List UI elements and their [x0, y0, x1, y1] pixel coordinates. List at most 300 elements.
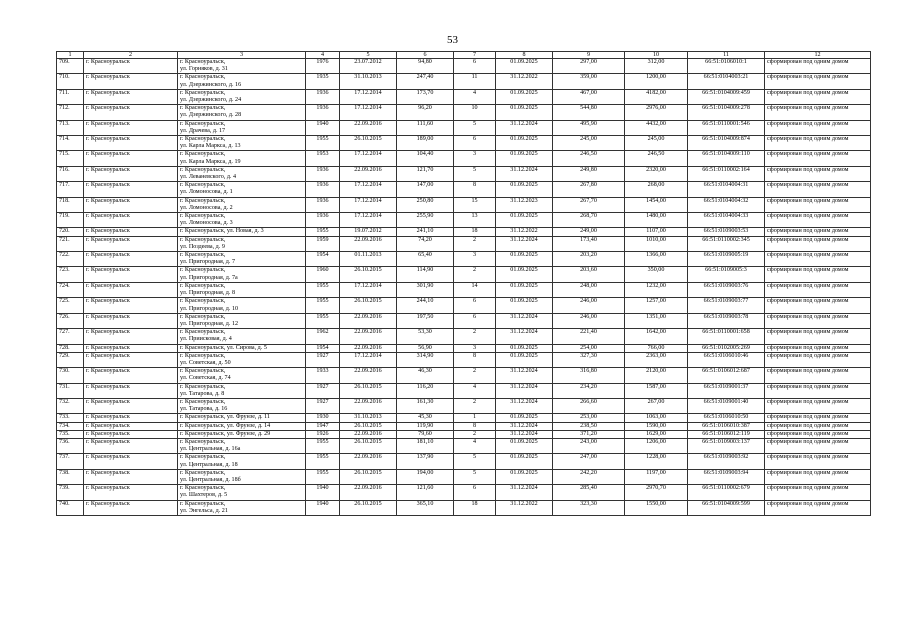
table-cell: 249,80: [553, 166, 625, 181]
table-cell: сформирован под одним домом: [765, 298, 871, 313]
table-cell: 26.10.2015: [340, 469, 397, 484]
table-cell: 285,40: [553, 485, 625, 500]
table-cell: 66:51:0110002:164: [688, 166, 765, 181]
table-cell: 66:51:0109001:40: [688, 398, 765, 413]
table-cell: 1351,00: [625, 313, 688, 328]
table-cell: 66:51:0102005:269: [688, 344, 765, 352]
table-cell: сформирован под одним домом: [765, 398, 871, 413]
table-cell: 8: [454, 352, 496, 367]
table-cell: 66:51:0106012:119: [688, 430, 765, 438]
table-cell: 1590,00: [625, 422, 688, 430]
table-cell: 246,00: [553, 298, 625, 313]
table-cell: 1927: [306, 398, 340, 413]
table-cell: г. Красноуральск, ул. Новая, д. 3: [178, 228, 306, 236]
table-cell: 173,70: [397, 89, 454, 104]
table-cell: 31.12.2024: [496, 368, 553, 383]
table-row: [57, 298, 871, 313]
table-cell: 1366,00: [625, 252, 688, 267]
table-cell: 26.10.2015: [340, 383, 397, 398]
table-row: [57, 59, 871, 74]
column-number: 4: [306, 52, 340, 59]
table-cell: 66:51:0104009:874: [688, 136, 765, 151]
table-cell: 01.09.2025: [496, 59, 553, 74]
table-cell: г. Красноуральск: [84, 59, 178, 74]
table-cell: 2: [454, 267, 496, 282]
table-cell: 197,50: [397, 313, 454, 328]
table-cell: 268,00: [625, 182, 688, 197]
table-cell: 1947: [306, 422, 340, 430]
table-cell: 246,00: [553, 313, 625, 328]
table-cell: г. Красноуральск, ул. Советская, д. 74: [178, 368, 306, 383]
table-cell: 189,00: [397, 136, 454, 151]
table-cell: 301,90: [397, 282, 454, 297]
table-cell: г. Красноуральск: [84, 236, 178, 251]
table-cell: сформирован под одним домом: [765, 74, 871, 89]
table-cell: 297,00: [553, 59, 625, 74]
table-row: [57, 438, 871, 453]
table-cell: 31.12.2022: [496, 74, 553, 89]
table-cell: 66:51:0109003:78: [688, 313, 765, 328]
table-cell: 722.: [57, 252, 84, 267]
table-cell: г. Красноуральск, ул. Ломоносова, д. 3: [178, 213, 306, 228]
table-cell: сформирован под одним домом: [765, 89, 871, 104]
table-cell: сформирован под одним домом: [765, 197, 871, 212]
table-cell: 8: [454, 182, 496, 197]
table-cell: 17.12.2014: [340, 213, 397, 228]
table-cell: г. Красноуральск: [84, 469, 178, 484]
table-cell: 4: [454, 89, 496, 104]
table-cell: сформирован под одним домом: [765, 368, 871, 383]
table-cell: г. Красноуральск: [84, 430, 178, 438]
table-cell: 495,90: [553, 120, 625, 135]
table-cell: 5: [454, 454, 496, 469]
table-cell: 1197,00: [625, 469, 688, 484]
table-cell: 203,60: [553, 267, 625, 282]
table-row: [57, 352, 871, 367]
table-cell: 94,80: [397, 59, 454, 74]
table-cell: 01.09.2025: [496, 89, 553, 104]
table-cell: г. Красноуральск: [84, 166, 178, 181]
table-cell: сформирован под одним домом: [765, 352, 871, 367]
table-cell: 17.12.2014: [340, 151, 397, 166]
table-cell: 22.09.2016: [340, 368, 397, 383]
table-cell: 01.09.2025: [496, 454, 553, 469]
table-cell: 22.09.2016: [340, 344, 397, 352]
table-cell: 234,20: [553, 383, 625, 398]
table-cell: 22.09.2016: [340, 120, 397, 135]
table-cell: 01.09.2025: [496, 298, 553, 313]
table-cell: 01.09.2025: [496, 267, 553, 282]
table-cell: 114,90: [397, 267, 454, 282]
housing-register-table: [56, 51, 871, 516]
table-cell: 66:51:0104004:33: [688, 213, 765, 228]
table-cell: 733.: [57, 414, 84, 422]
table-cell: 3: [454, 252, 496, 267]
table-cell: 2363,00: [625, 352, 688, 367]
table-cell: 01.09.2025: [496, 282, 553, 297]
table-cell: 1063,00: [625, 414, 688, 422]
table-cell: г. Красноуральск, ул. Фрунзе, д. 14: [178, 422, 306, 430]
table-cell: 65,40: [397, 252, 454, 267]
table-cell: 119,90: [397, 422, 454, 430]
table-cell: 312,00: [625, 59, 688, 74]
table-cell: 1936: [306, 182, 340, 197]
table-cell: 66:51:0109003:92: [688, 454, 765, 469]
table-cell: 2120,00: [625, 368, 688, 383]
table-cell: г. Красноуральск, ул. Ломоносова, д. 1: [178, 182, 306, 197]
table-cell: г. Красноуральск: [84, 74, 178, 89]
table-cell: 1955: [306, 469, 340, 484]
table-cell: 01.09.2025: [496, 469, 553, 484]
table-cell: 1936: [306, 213, 340, 228]
table-cell: 22.09.2016: [340, 485, 397, 500]
table-cell: г. Красноуральск, ул. Драчева, д. 17: [178, 120, 306, 135]
table-cell: 66:51:0109001:37: [688, 383, 765, 398]
table-cell: 247,00: [553, 454, 625, 469]
table-cell: 5: [454, 166, 496, 181]
table-cell: 2: [454, 368, 496, 383]
table-cell: 2976,00: [625, 105, 688, 120]
table-cell: 17.12.2014: [340, 182, 397, 197]
table-cell: г. Красноуральск, ул. Дзержинского, д. 16: [178, 74, 306, 89]
table-cell: 1962: [306, 329, 340, 344]
column-number: 9: [553, 52, 625, 59]
table-cell: сформирован под одним домом: [765, 282, 871, 297]
table-cell: 316,80: [553, 368, 625, 383]
table-cell: 716.: [57, 166, 84, 181]
table-cell: 1940: [306, 120, 340, 135]
table-cell: 17.12.2014: [340, 352, 397, 367]
table-cell: 11: [454, 74, 496, 89]
table-cell: 31.10.2013: [340, 74, 397, 89]
table-cell: 6: [454, 298, 496, 313]
table-cell: 66:51:0109003:137: [688, 438, 765, 453]
table-cell: г. Красноуральск, ул. Сирова, д. 5: [178, 344, 306, 352]
table-cell: 1955: [306, 313, 340, 328]
table-cell: 31.12.2024: [496, 430, 553, 438]
table-cell: 739.: [57, 485, 84, 500]
table-cell: 96,20: [397, 105, 454, 120]
table-cell: 173,40: [553, 236, 625, 251]
table-cell: 254,00: [553, 344, 625, 352]
table-row: [57, 469, 871, 484]
table-cell: 66:51:0104009:278: [688, 105, 765, 120]
table-cell: 1642,00: [625, 329, 688, 344]
table-cell: 6: [454, 136, 496, 151]
table-cell: 13: [454, 213, 496, 228]
table-cell: 245,00: [553, 136, 625, 151]
column-number: 1: [57, 52, 84, 59]
table-cell: сформирован под одним домом: [765, 120, 871, 135]
table-cell: 19.07.2012: [340, 228, 397, 236]
table-cell: г. Красноуральск: [84, 120, 178, 135]
table-cell: 350,00: [625, 267, 688, 282]
table-cell: 66:51:0106010:1: [688, 59, 765, 74]
table-cell: 66:51:0106010:46: [688, 352, 765, 367]
table-cell: 730.: [57, 368, 84, 383]
table-cell: сформирован под одним домом: [765, 485, 871, 500]
table-cell: 314,90: [397, 352, 454, 367]
table-cell: 104,40: [397, 151, 454, 166]
table-cell: 01.09.2025: [496, 438, 553, 453]
table-cell: 31.12.2023: [496, 197, 553, 212]
table-cell: 766,00: [625, 344, 688, 352]
table-cell: 723.: [57, 267, 84, 282]
table-cell: г. Красноуральск, ул. Поздеева, д. 9: [178, 236, 306, 251]
table-cell: 26.10.2015: [340, 136, 397, 151]
table-cell: 738.: [57, 469, 84, 484]
table-cell: 544,80: [553, 105, 625, 120]
table-cell: 709.: [57, 59, 84, 74]
table-cell: 1936: [306, 166, 340, 181]
table-cell: г. Красноуральск, ул. Татарова, д. 8: [178, 383, 306, 398]
table-cell: 2: [454, 236, 496, 251]
table-cell: 1959: [306, 236, 340, 251]
table-cell: 255,90: [397, 213, 454, 228]
table-row: [57, 282, 871, 297]
table-cell: 266,60: [553, 398, 625, 413]
table-cell: г. Красноуральск: [84, 267, 178, 282]
table-cell: г. Красноуральск, ул. Дзержинского, д. 28: [178, 105, 306, 120]
table-cell: г. Красноуральск, ул. Фрунзе, д. 29: [178, 430, 306, 438]
table-cell: 31.12.2024: [496, 383, 553, 398]
table-cell: 1629,00: [625, 430, 688, 438]
table-cell: 31.12.2022: [496, 228, 553, 236]
table-cell: 1010,00: [625, 236, 688, 251]
table-cell: г. Красноуральск, ул. Центральная, д. 16а: [178, 438, 306, 453]
table-cell: 181,10: [397, 438, 454, 453]
table-cell: 1954: [306, 344, 340, 352]
table-row: [57, 236, 871, 251]
table-cell: 22.09.2016: [340, 398, 397, 413]
table-cell: г. Красноуральск, ул. Карла Маркса, д. 19: [178, 151, 306, 166]
table-cell: 01.09.2025: [496, 182, 553, 197]
table-cell: 2: [454, 430, 496, 438]
table-cell: 241,10: [397, 228, 454, 236]
table-row: [57, 267, 871, 282]
table-cell: г. Красноуральск, ул. Пригородная, д. 12: [178, 313, 306, 328]
table-cell: 22.09.2016: [340, 454, 397, 469]
column-number: 10: [625, 52, 688, 59]
table-cell: г. Красноуральск: [84, 182, 178, 197]
table-cell: 1206,00: [625, 438, 688, 453]
table-cell: 5: [454, 469, 496, 484]
table-row: [57, 368, 871, 383]
table-cell: 245,00: [625, 136, 688, 151]
table-cell: 111,60: [397, 120, 454, 135]
table-row: [57, 485, 871, 500]
table-cell: 717.: [57, 182, 84, 197]
table-cell: 66:51:0104009:459: [688, 89, 765, 104]
table-cell: г. Красноуральск, ул. Центральная, д. 18: [178, 454, 306, 469]
table-cell: г. Красноуральск, ул. Энгельса, д. 21: [178, 500, 306, 515]
table-cell: 194,00: [397, 469, 454, 484]
table-cell: г. Красноуральск: [84, 500, 178, 515]
table-cell: 66:51:0110001:658: [688, 329, 765, 344]
table-cell: сформирован под одним домом: [765, 151, 871, 166]
table-cell: 2320,00: [625, 166, 688, 181]
table-cell: 467,00: [553, 89, 625, 104]
table-row: [57, 136, 871, 151]
table-cell: 248,00: [553, 282, 625, 297]
table-cell: 1936: [306, 197, 340, 212]
table-cell: 46,30: [397, 368, 454, 383]
table-row: [57, 151, 871, 166]
table-row: [57, 329, 871, 344]
table-cell: 267,80: [553, 182, 625, 197]
table-cell: 22.09.2016: [340, 329, 397, 344]
table-cell: 14: [454, 282, 496, 297]
table-cell: сформирован под одним домом: [765, 469, 871, 484]
table-cell: 01.09.2025: [496, 151, 553, 166]
table-cell: 242,20: [553, 469, 625, 484]
table-cell: г. Красноуральск: [84, 151, 178, 166]
column-number: 3: [178, 52, 306, 59]
table-cell: 1940: [306, 485, 340, 500]
table-cell: 720.: [57, 228, 84, 236]
table-cell: 22.09.2016: [340, 430, 397, 438]
table-cell: 737.: [57, 454, 84, 469]
table-cell: сформирован под одним домом: [765, 236, 871, 251]
table-cell: 1: [454, 414, 496, 422]
table-cell: 714.: [57, 136, 84, 151]
table-row: [57, 454, 871, 469]
table-cell: 6: [454, 313, 496, 328]
table-cell: сформирован под одним домом: [765, 500, 871, 515]
table-cell: 267,70: [553, 197, 625, 212]
table-cell: 719.: [57, 213, 84, 228]
table-cell: 365,10: [397, 500, 454, 515]
column-number: 2: [84, 52, 178, 59]
table-row: [57, 430, 871, 438]
table-cell: г. Красноуральск: [84, 414, 178, 422]
table-cell: 31.12.2024: [496, 236, 553, 251]
table-cell: 710.: [57, 74, 84, 89]
table-cell: 728.: [57, 344, 84, 352]
table-cell: 66:51:0110002:679: [688, 485, 765, 500]
table-cell: 66:51:0109005:3: [688, 267, 765, 282]
table-row: [57, 120, 871, 135]
table-cell: 6: [454, 485, 496, 500]
table-cell: 715.: [57, 151, 84, 166]
table-cell: 734.: [57, 422, 84, 430]
table-cell: 31.12.2024: [496, 166, 553, 181]
table-cell: 45,30: [397, 414, 454, 422]
table-cell: 66:51:0106012:687: [688, 368, 765, 383]
table-cell: 121,70: [397, 166, 454, 181]
table-cell: 243,00: [553, 438, 625, 453]
table-row: [57, 500, 871, 515]
table-cell: 66:51:0109003:76: [688, 282, 765, 297]
table-cell: 66:51:0109003:53: [688, 228, 765, 236]
table-cell: 18: [454, 500, 496, 515]
table-cell: сформирован под одним домом: [765, 383, 871, 398]
table-cell: г. Красноуральск: [84, 282, 178, 297]
table-cell: 53,30: [397, 329, 454, 344]
table-cell: 1587,00: [625, 383, 688, 398]
table-cell: г. Красноуральск, ул. Пригородная, д. 7а: [178, 267, 306, 282]
table-cell: 221,40: [553, 329, 625, 344]
table-cell: г. Красноуральск, ул. Татарова, д. 16: [178, 398, 306, 413]
table-row: [57, 344, 871, 352]
table-cell: г. Красноуральск: [84, 352, 178, 367]
table-cell: 31.10.2013: [340, 414, 397, 422]
table-cell: 1933: [306, 368, 340, 383]
table-cell: 66:51:0104009:110: [688, 151, 765, 166]
table-cell: сформирован под одним домом: [765, 329, 871, 344]
table-cell: 246,50: [553, 151, 625, 166]
table-cell: 66:51:0106010:387: [688, 422, 765, 430]
table-cell: 740.: [57, 500, 84, 515]
table-row: [57, 105, 871, 120]
table-cell: г. Красноуральск: [84, 383, 178, 398]
table-cell: г. Красноуральск: [84, 298, 178, 313]
table-cell: 161,30: [397, 398, 454, 413]
table-cell: 01.09.2025: [496, 352, 553, 367]
table-row: [57, 228, 871, 236]
table-cell: г. Красноуральск, ул. Пригородная, д. 7: [178, 252, 306, 267]
table-cell: 2: [454, 329, 496, 344]
table-cell: 1936: [306, 105, 340, 120]
table-cell: 1200,00: [625, 74, 688, 89]
table-cell: 1954: [306, 252, 340, 267]
table-cell: 4432,00: [625, 120, 688, 135]
table-cell: г. Красноуральск, ул. Леваневского, д. 4: [178, 166, 306, 181]
table-cell: 1232,00: [625, 282, 688, 297]
table-cell: 66:51:0104004:32: [688, 197, 765, 212]
table-cell: 1927: [306, 352, 340, 367]
table-cell: г. Красноуральск, ул. Фрунзе, д. 11: [178, 414, 306, 422]
table-cell: 8: [454, 422, 496, 430]
table-cell: 246,50: [625, 151, 688, 166]
table-cell: г. Красноуральск: [84, 213, 178, 228]
table-cell: г. Красноуральск, ул. Советская, д. 50: [178, 352, 306, 367]
column-number: 12: [765, 52, 871, 59]
table-cell: 1480,00: [625, 213, 688, 228]
table-cell: 731.: [57, 383, 84, 398]
table-cell: г. Красноуральск: [84, 136, 178, 151]
table-cell: 01.09.2025: [496, 344, 553, 352]
column-number: 6: [397, 52, 454, 59]
table-cell: г. Красноуральск, ул. Карла Маркса, д. 13: [178, 136, 306, 151]
table-cell: 4: [454, 438, 496, 453]
table-cell: сформирован под одним домом: [765, 166, 871, 181]
table-cell: 01.09.2025: [496, 252, 553, 267]
table-row: [57, 197, 871, 212]
table-cell: 15: [454, 197, 496, 212]
table-cell: сформирован под одним домом: [765, 414, 871, 422]
table-cell: 238,50: [553, 422, 625, 430]
table-cell: 22.09.2016: [340, 313, 397, 328]
table-row: [57, 252, 871, 267]
table-cell: 01.11.2013: [340, 252, 397, 267]
table-cell: г. Красноуральск: [84, 197, 178, 212]
table-row: [57, 414, 871, 422]
table-row: [57, 89, 871, 104]
table-cell: 718.: [57, 197, 84, 212]
column-number: 5: [340, 52, 397, 59]
table-cell: г. Красноуральск: [84, 228, 178, 236]
table-row: [57, 74, 871, 89]
table-cell: 66:51:0109005:19: [688, 252, 765, 267]
table-cell: 17.12.2014: [340, 105, 397, 120]
table-cell: 22.09.2016: [340, 166, 397, 181]
table-cell: 31.12.2024: [496, 313, 553, 328]
table-row: [57, 398, 871, 413]
table-cell: г. Красноуральск, ул. Горняков, д. 31: [178, 59, 306, 74]
table-cell: г. Красноуральск: [84, 485, 178, 500]
page-number: 53: [447, 34, 458, 46]
